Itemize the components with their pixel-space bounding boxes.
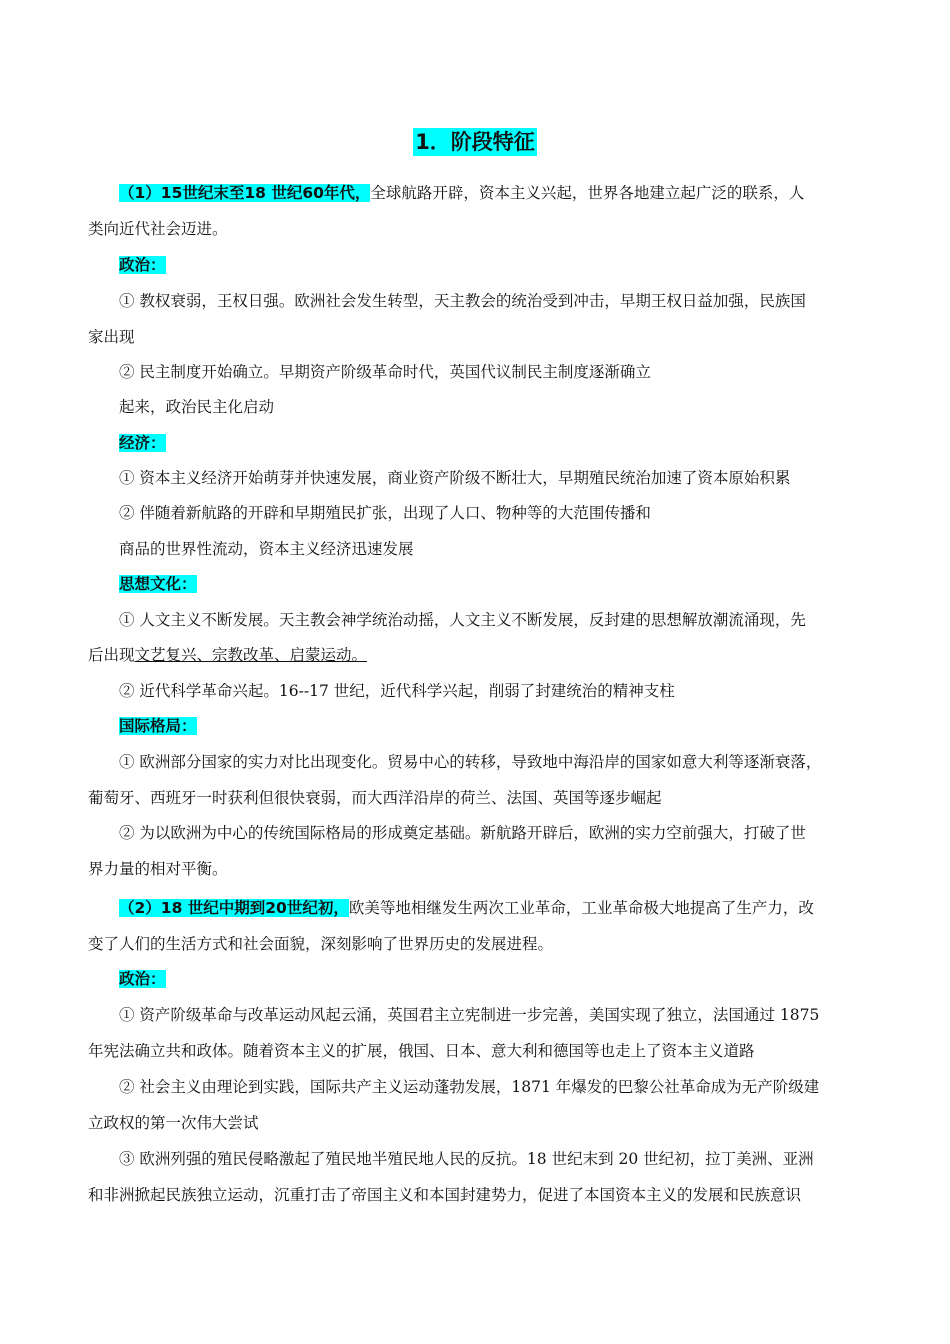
politics2-point-2: ② 社会主义由理论到实践，国际共产主义运动蓬勃发展，1871 年爆发的巴黎公社革命成为无产阶级建: [119, 1078, 820, 1096]
politics2-point-3-cont: 和非洲掀起民族独立运动，沉重打击了帝国主义和本国封建势力，促进了本国资本主义的发展和民族意识: [88, 1186, 802, 1204]
intl-point-1: ① 欧洲部分国家的实力对比出现变化。贸易中心的转移，导致地中海沿岸的国家如意大利等逐渐衰落，: [119, 753, 822, 771]
politics2-point-1: ① 资产阶级革命与改革运动风起云涌，英国君主立宪制进一步完善，美国实现了独立，法国通过 1875: [119, 1006, 820, 1024]
politics-heading-1: 政治：: [119, 256, 166, 274]
politics-point-2: ② 民主制度开始确立。早期资产阶级革命时代，英国代议制民主制度逐渐确立: [119, 363, 651, 381]
intl-point-2-cont: 界力量的相对平衡。: [88, 860, 228, 878]
section-title: 1．阶段特征: [415, 130, 535, 154]
politics2-point-3: ③ 欧洲列强的殖民侵略激起了殖民地半殖民地人民的反抗。18 世纪末到 20 世纪初，拉丁美洲、亚洲: [119, 1150, 814, 1168]
politics-point-1: ① 教权衰弱，王权日强。欧洲社会发生转型，天主教会的统治受到冲击，早期王权日益加强，民族国: [119, 292, 806, 310]
economy-heading: 经济：: [119, 434, 166, 452]
economy-point-1: ① 资本主义经济开始萌芽并快速发展，商业资产阶级不断壮大，早期殖民统治加速了资本原始积累: [119, 469, 791, 487]
economy-point-2: ② 伴随着新航路的开辟和早期殖民扩张，出现了人口、物种等的大范围传播和: [119, 504, 651, 522]
economy-point-2-cont: 商品的世界性流动，资本主义经济迅速发展: [119, 540, 414, 558]
intl-heading: 国际格局：: [119, 717, 197, 735]
period-2-intro-cont: 变了人们的生活方式和社会面貌，深刻影响了世界历史的发展进程。: [88, 935, 554, 953]
culture-point-1: ① 人文主义不断发展。天主教会神学统治动摇，人文主义不断发展，反封建的思想解放潮流涌现，先: [119, 611, 806, 629]
politics2-point-2-cont: 立政权的第一次伟大尝试: [88, 1114, 259, 1132]
politics-point-1-cont: 家出现: [88, 328, 135, 346]
culture-point-1-cont: 后出现文艺复兴、宗教改革、启蒙运动。: [88, 646, 368, 664]
politics-heading-2: 政治：: [119, 970, 166, 988]
politics2-point-1-cont: 年宪法确立共和政体。随着资本主义的扩展，俄国、日本、意大利和德国等也走上了资本主义道路: [88, 1042, 755, 1060]
period-2-label: （2）18 世纪中期到20世纪初，: [119, 899, 349, 917]
period-2-intro: （2）18 世纪中期到20世纪初，欧美等地相继发生两次工业革命，工业革命极大地提高了生产力，改: [119, 899, 814, 917]
intl-point-2: ② 为以欧洲为中心的传统国际格局的形成奠定基础。新航路开辟后，欧洲的实力空前强大，打破了世: [119, 824, 806, 842]
period-1-label: （1）15世纪末至18 世纪60年代，: [119, 184, 371, 202]
culture-heading: 思想文化：: [119, 575, 197, 593]
intl-point-1-cont: 葡萄牙、西班牙一时获利但很快衰弱，而大西洋沿岸的荷兰、法国、英国等逐步崛起: [88, 789, 662, 807]
period-1-intro: （1）15世纪末至18 世纪60年代，全球航路开辟，资本主义兴起，世界各地建立起广泛的联系，人: [119, 184, 805, 202]
period-1-intro-cont: 类向近代社会迈进。: [88, 220, 228, 238]
culture-point-2: ② 近代科学革命兴起。16--17 世纪，近代科学兴起，削弱了封建统治的精神支柱: [119, 682, 675, 700]
politics-point-2-cont: 起来，政治民主化启动: [119, 398, 275, 416]
culture-underlined-terms: 文艺复兴、宗教改革、启蒙运动。: [134, 646, 368, 664]
